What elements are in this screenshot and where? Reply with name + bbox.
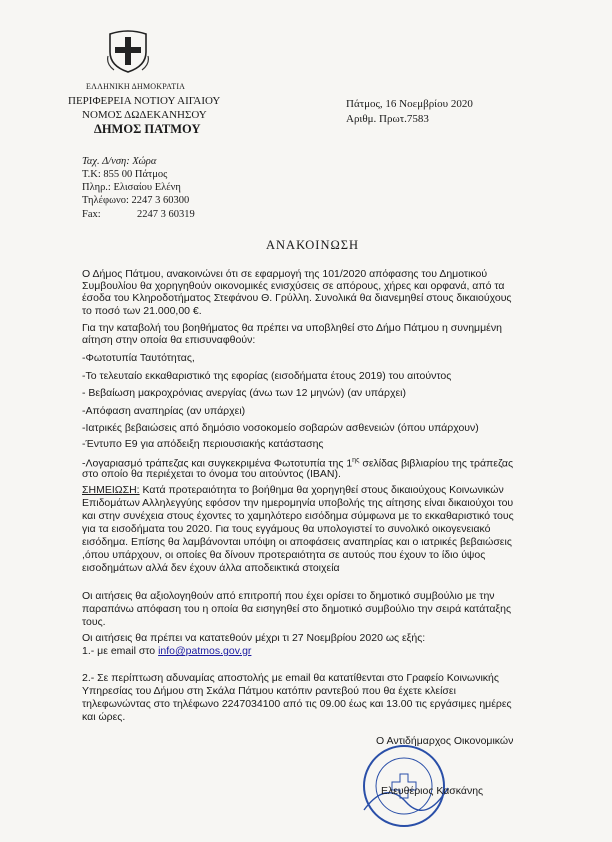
note-line: και στην συνέχεια στους έχοντες το χαμηλότερο εισόδημα σύμφωνα με το εκκαθαριστικό τους <box>82 510 514 522</box>
note-text: Κατά προτεραιότητα το βοήθημα θα χορηγηθεί στους δικαιούχους Κοινωνικών <box>139 484 504 496</box>
body-line: τους. <box>82 616 106 628</box>
body-line: Για την καταβολή του βοηθήματος θα πρέπει να υποβληθεί στο Δήμο Πάτμου η συνημμένη <box>82 322 502 334</box>
bank-text: -Λογαριασμό τράπεζας και συγκεκριμένα Φωτοτυπία της 1 <box>82 457 353 470</box>
signatory-name: Ελευθέριος Κασκάνης <box>381 785 484 797</box>
note-line <box>82 484 504 496</box>
list-item: -Έντυπο Ε9 για απόδειξη περιουσιακής κατάστασης <box>82 438 324 450</box>
region-label: ΠΕΡΙΦΕΡΕΙΑ ΝΟΤΙΟΥ ΑΙΓΑΙΟΥ <box>68 95 221 107</box>
body-line: τηλεφωνώντας στο τηλέφωνο 2247034100 από τις 09.00 έως και 13.00 τις εργάσιμες ημέρες <box>82 698 512 710</box>
note-line: για τα εισοδήματα του 2020. Για τους εγγάμους θα υπολογιστεί το συνολικό οικογενειακό <box>82 523 491 535</box>
note-line: εισοδημάτων αλλά δεν έχουν άλλα αποδεικτικά στοιχεία <box>82 562 340 574</box>
email-link[interactable]: info@patmos.gov.gr <box>158 645 252 657</box>
prefecture-label: ΝΟΜΟΣ ΔΩΔΕΚΑΝΗΣΟΥ <box>82 109 207 121</box>
municipality-label: ΔΗΜΟΣ ΠΑΤΜΟΥ <box>94 122 201 136</box>
email-line <box>82 645 251 657</box>
body-line: το ποσό των 21.000,00 €. <box>82 305 202 317</box>
body-line: παραπάνω απόφαση του η οποία θα εισηγηθεί στο δημοτικό συμβούλιο την σειρά κατάταξης <box>82 603 512 615</box>
body-line: έσοδα του Κληροδοτήματος Στεφάνου Θ. Γρύλλη. Συνολικά θα διανεμηθεί στους δικαιούχους <box>82 292 512 304</box>
body-line: Συμβουλίου θα χορηγηθούν οικονομικές ενισχύσεις σε απόρους, χήρες και ορφανά, από τα <box>82 280 505 292</box>
list-item: - Βεβαίωση μακροχρόνιας ανεργίας (άνω των 12 μηνών) (αν υπάρχει) <box>82 387 406 399</box>
page-title: ΑΝΑΚΟΙΝΩΣΗ <box>266 238 360 252</box>
body-line: Υπηρεσίας του Δήμου στη Σκάλα Πάτμου κατόπιν ραντεβού που θα έχετε κλείσει <box>82 685 456 697</box>
list-item: -Ιατρικές βεβαιώσεις από δημόσιο νοσοκομείο σοβαρών ασθενειών (όπου υπάρχουν) <box>82 422 479 434</box>
note-line: εισόδημα. Επίσης θα λαμβάνονται υπόψη οι αποφάσεις αναπηρίας και ο ιατρικές βεβαιώσεις <box>82 536 512 548</box>
fax-value: 2247 3 60319 <box>137 209 195 220</box>
body-line: Ο Δήμος Πάτμου, ανακοινώνει ότι σε εφαρμογή της 101/2020 απόφασης του Δημοτικού <box>82 268 488 280</box>
signatory-role: Ο Αντιδήμαρχος Οικονομικών <box>376 735 514 747</box>
email-prefix: 1.- με email στο <box>82 645 159 657</box>
note-line: Επιδομάτων Αλληλεγγύης εφόσον την ημερομηνία υποβολής της αίτησης είναι δικαιούχοι του <box>82 497 514 509</box>
list-item: -Το τελευταίο εκκαθαριστικό της εφορίας (εισοδήματα έτους 2019) του αιτούντος <box>82 370 452 382</box>
body-line: και ώρες. <box>82 711 126 723</box>
address-line: Ταχ. Δ/νση: Χώρα <box>82 156 157 167</box>
bank-text-rest: σελίδας βιβλιαρίου της τράπεζας <box>359 457 514 470</box>
note-label: ΣΗΜΕΙΩΣΗ: <box>82 484 140 496</box>
body-line: 2.- Σε περίπτωση αδυναμίας αποστολής με email θα κατατίθενται στο Γραφείο Κοινωνικής <box>82 672 499 684</box>
postal-line: Τ.Κ: 855 00 Πάτμος <box>82 169 168 180</box>
place-date: Πάτμος, 16 Νοεμβρίου 2020 <box>346 98 473 110</box>
bank-superscript: ης <box>352 457 360 464</box>
protocol-number: Αριθμ. Πρωτ.7583 <box>346 113 429 125</box>
body-line: Οι αιτήσεις θα αξιολογηθούν από επιτροπή που έχει ορίσει το δημοτικό συμβούλιο με την <box>82 590 495 602</box>
greek-coat-of-arms-emblem <box>106 28 150 74</box>
body-line: αίτηση στην οποία θα επισυναφθούν: <box>82 334 256 346</box>
list-item: στο οποίο θα περιέχεται το όνομα του αιτούντος (IBAN). <box>82 468 341 480</box>
note-line: ,όπου υπάρχουν, οι οποίες θα δίνουν προτεραιότητα σε αυτούς που έχουν το ίδιο ύψος <box>82 549 486 561</box>
republic-label: ΕΛΛΗΝΙΚΗ ΔΗΜΟΚΡΑΤΙΑ <box>86 82 186 91</box>
list-item: -Φωτοτυπία Ταυτότητας, <box>82 352 195 364</box>
list-item: -Απόφαση αναπηρίας (αν υπάρχει) <box>82 405 246 417</box>
info-line: Πληρ.: Ελισαίου Ελένη <box>82 182 181 193</box>
deadline-line: Οι αιτήσεις θα πρέπει να κατατεθούν μέχρι τι 27 Νοεμβρίου 2020 ως εξής: <box>82 632 426 644</box>
phone-line: Τηλέφωνο: 2247 3 60300 <box>82 195 190 206</box>
fax-label: Fax: <box>82 209 101 220</box>
